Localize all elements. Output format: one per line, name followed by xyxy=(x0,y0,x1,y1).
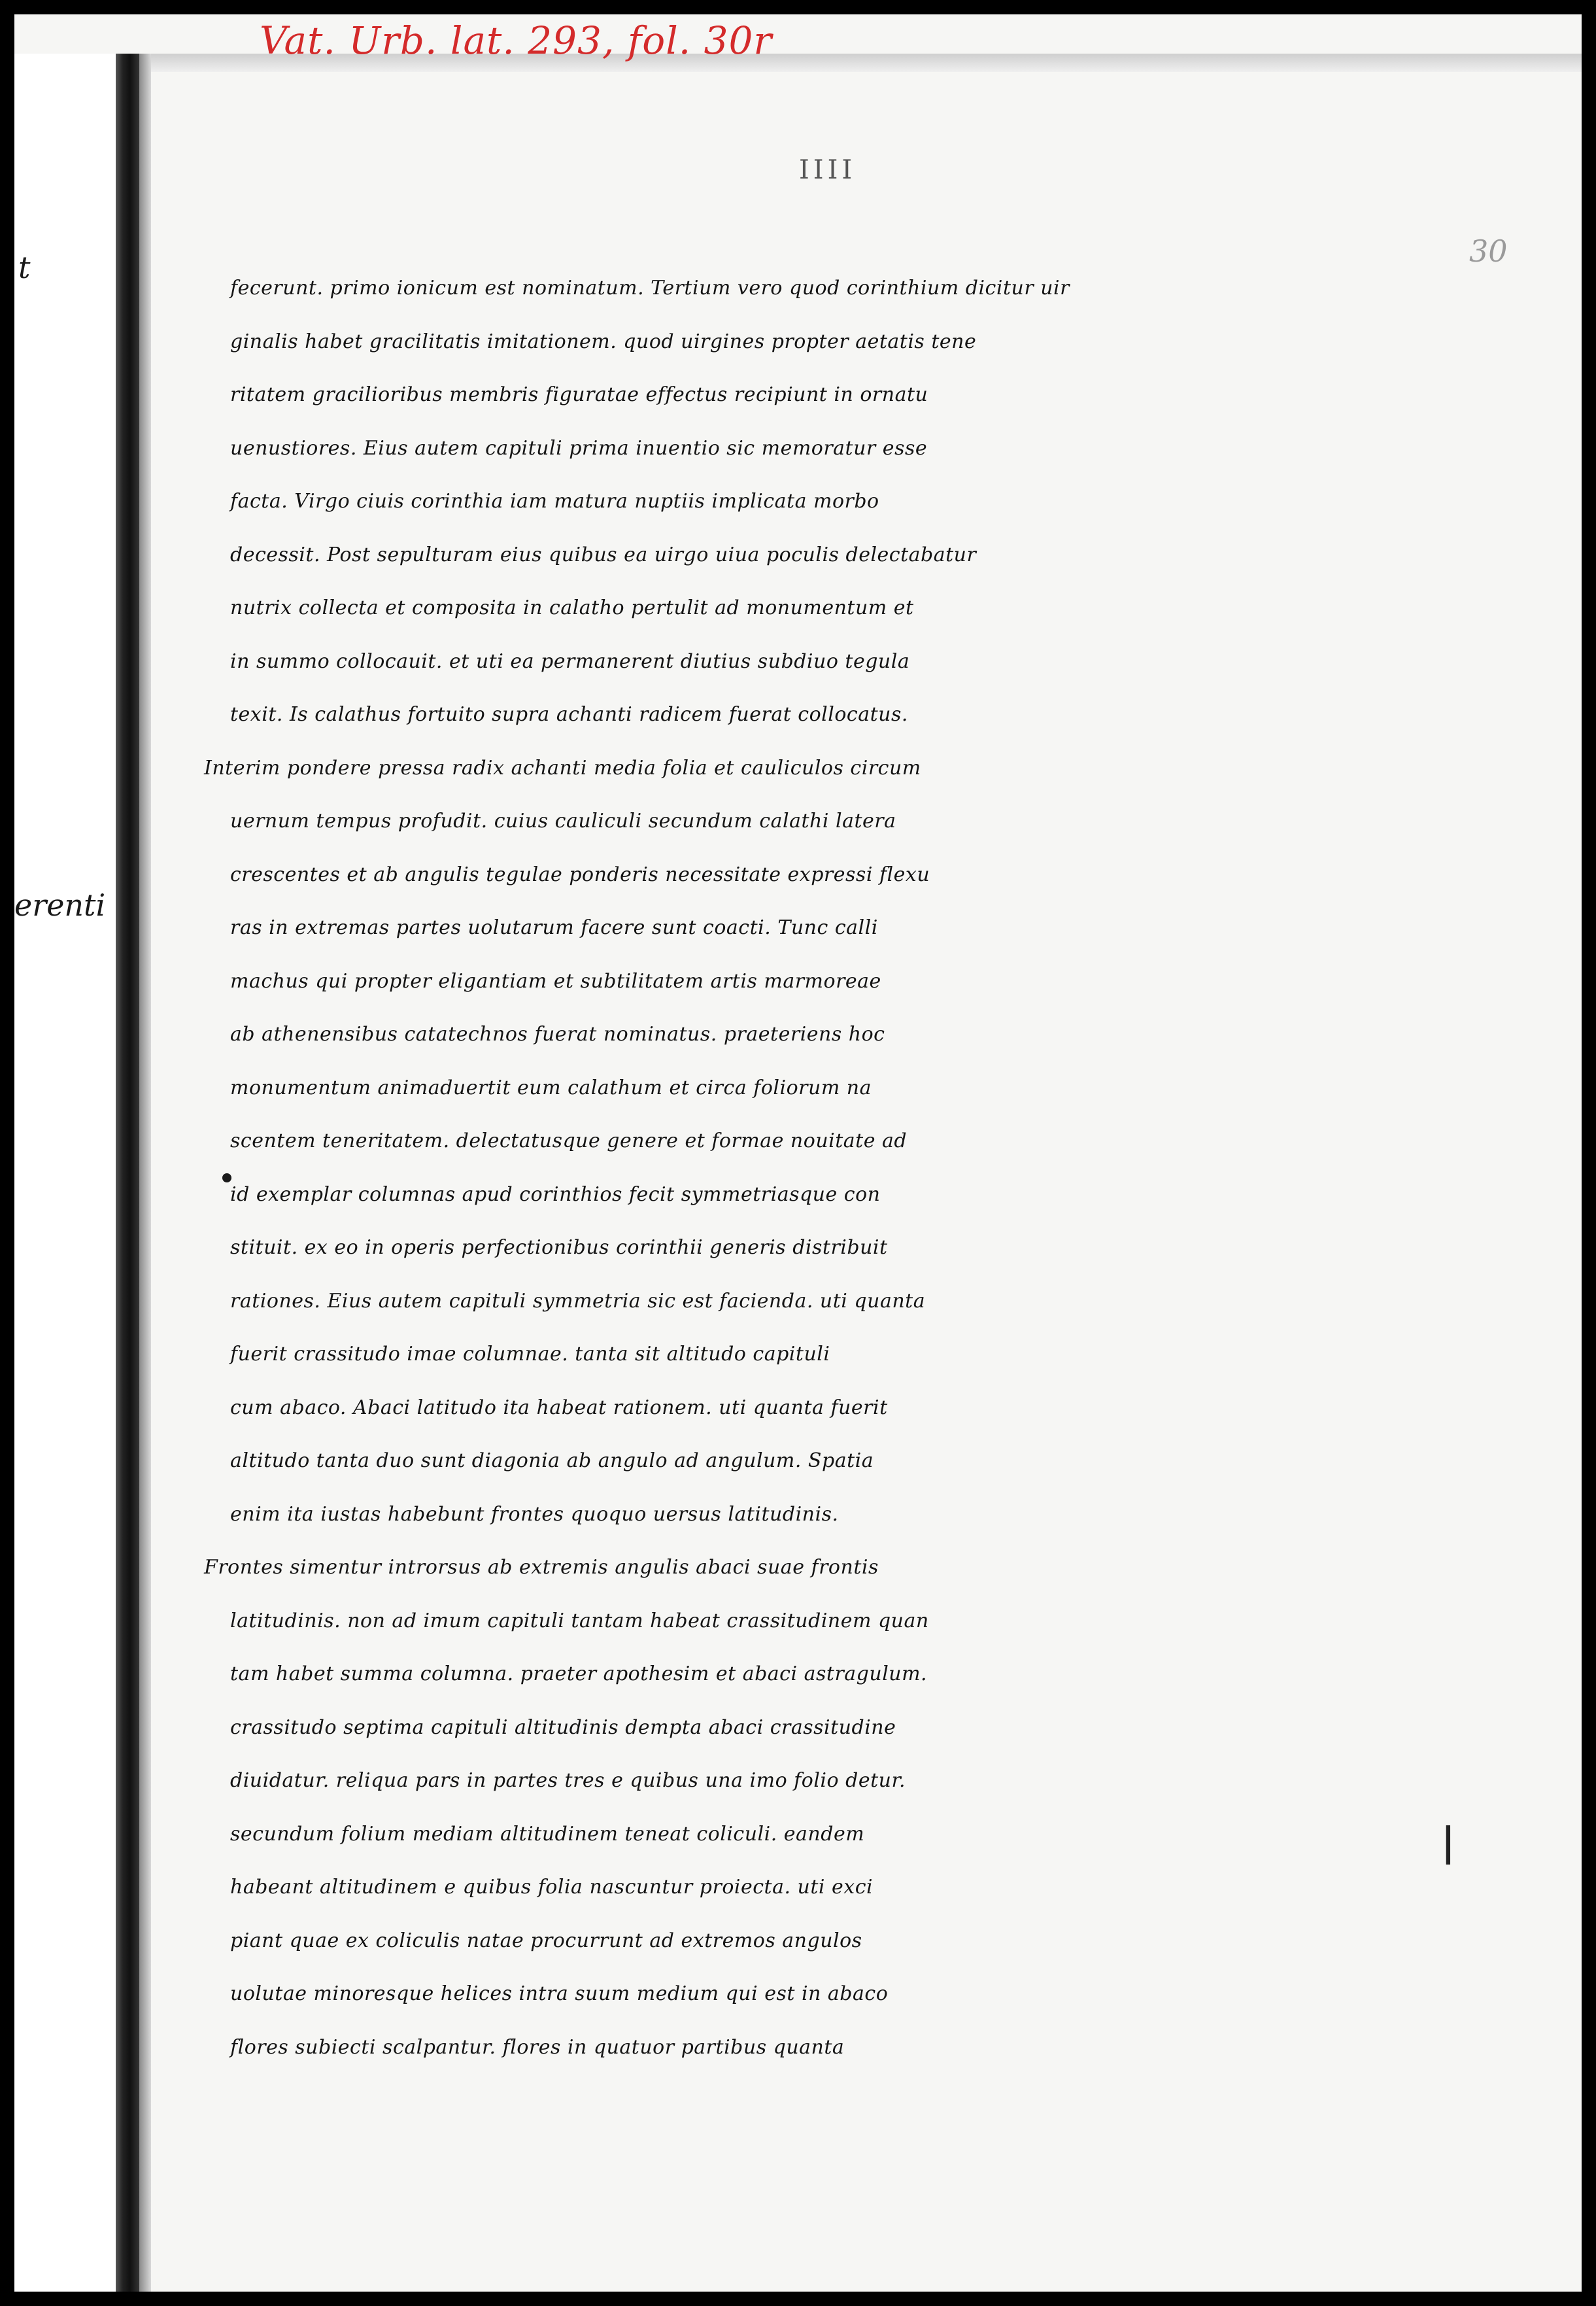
text-line: scentem teneritatem. delectatusque genere et formae nouitate ad xyxy=(230,1129,908,1152)
text-line: Frontes simentur introrsus ab extremis angulis abaci suae frontis xyxy=(204,1556,879,1579)
text-line: facta. Virgo ciuis corinthia iam matura nuptiis implicata morbo xyxy=(230,490,879,513)
gutter-shadow xyxy=(139,54,151,2292)
text-line: stituit. ex eo in operis perfectionibus corinthii generis distribuit xyxy=(230,1236,888,1259)
manuscript-text-block xyxy=(204,262,1472,2074)
left-page-fragment: t xyxy=(18,250,31,285)
text-line: ab athenensibus catatechnos fuerat nominatus. praeteriens hoc xyxy=(230,1023,885,1046)
left-page-fragment: erenti xyxy=(14,887,106,923)
text-line: piant quae ex coliculis natae procurrunt ad extremos angulos xyxy=(230,1929,862,1952)
text-line: in summo collocauit. et uti ea permanerent diutius subdiuo tegula xyxy=(230,649,910,673)
text-line: ginalis habet gracilitatis imitationem. quod uirgines propter aetatis tene xyxy=(230,330,977,353)
text-line: decessit. Post sepulturam eius quibus ea uirgo uiua poculis delectabatur xyxy=(230,543,977,566)
text-line: ritatem gracilioribus membris figuratae effectus recipiunt in ornatu xyxy=(230,383,928,406)
text-line: crescentes et ab angulis tegulae ponderis necessitate expressi flexu xyxy=(230,863,930,886)
text-line: uenustiores. Eius autem capituli prima inuentio sic memoratur esse xyxy=(230,436,928,460)
text-line: secundum folium mediam altitudinem teneat coliculi. eandem xyxy=(230,1822,865,1846)
text-line: nutrix collecta et composita in calatho pertulit ad monumentum et xyxy=(230,596,914,619)
text-line: enim ita iustas habebunt frontes quoquo uersus latitudinis. xyxy=(230,1502,839,1526)
text-line: altitudo tanta duo sunt diagonia ab angulo ad angulum. Spatia xyxy=(230,1449,874,1472)
text-line: crassitudo septima capituli altitudinis dempta abaci crassitudine xyxy=(230,1715,896,1739)
left-page-edge xyxy=(14,54,132,2292)
text-line: ras in extremas partes uolutarum facere sunt coacti. Tunc calli xyxy=(230,916,878,939)
running-mark: IIII xyxy=(799,155,857,185)
text-line: tam habet summa columna. praeter apothesim et abaci astragulum. xyxy=(230,1662,928,1685)
text-line: texit. Is calathus fortuito supra achanti radicem fuerat collocatus. xyxy=(230,703,908,726)
text-line: monumentum animaduertit eum calathum et circa foliorum na xyxy=(230,1076,872,1099)
text-line: Interim pondere pressa radix achanti media folia et cauliculos circum xyxy=(204,756,921,780)
text-line: cum abaco. Abaci latitudo ita habeat rationem. uti quanta fuerit xyxy=(230,1396,888,1419)
text-line: rationes. Eius autem capituli symmetria sic est facienda. uti quanta xyxy=(230,1289,926,1313)
shelfmark-annotation: Vat. Urb. lat. 293, fol. 30r xyxy=(260,18,773,63)
text-line: id exemplar columnas apud corinthios fecit symmetriasque con xyxy=(230,1182,881,1206)
margin-tick: | xyxy=(1441,1819,1455,1865)
text-line: fuerit crassitudo imae columnae. tanta sit altitudo capituli xyxy=(230,1343,830,1366)
binding-gutter xyxy=(116,54,139,2292)
text-line: latitudinis. non ad imum capituli tantam habeat crassitudinem quan xyxy=(230,1609,929,1632)
manuscript-page xyxy=(14,14,1582,2292)
text-line: habeant altitudinem e quibus folia nascuntur proiecta. uti exci xyxy=(230,1876,874,1899)
text-line: uolutae minoresque helices intra suum medium qui est in abaco xyxy=(230,1982,889,2005)
folio-number: 30 xyxy=(1469,233,1508,269)
text-line: fecerunt. primo ionicum est nominatum. Tertium vero quod corinthium dicitur uir xyxy=(230,277,1070,300)
text-line: diuidatur. reliqua pars in partes tres e quibus una imo folio detur. xyxy=(230,1769,906,1792)
text-line: machus qui propter eligantiam et subtilitatem artis marmoreae xyxy=(230,969,881,993)
text-line: flores subiecti scalpantur. flores in quatuor partibus quanta xyxy=(230,2035,845,2059)
text-line: uernum tempus profudit. cuius cauliculi secundum calathi latera xyxy=(230,810,896,833)
